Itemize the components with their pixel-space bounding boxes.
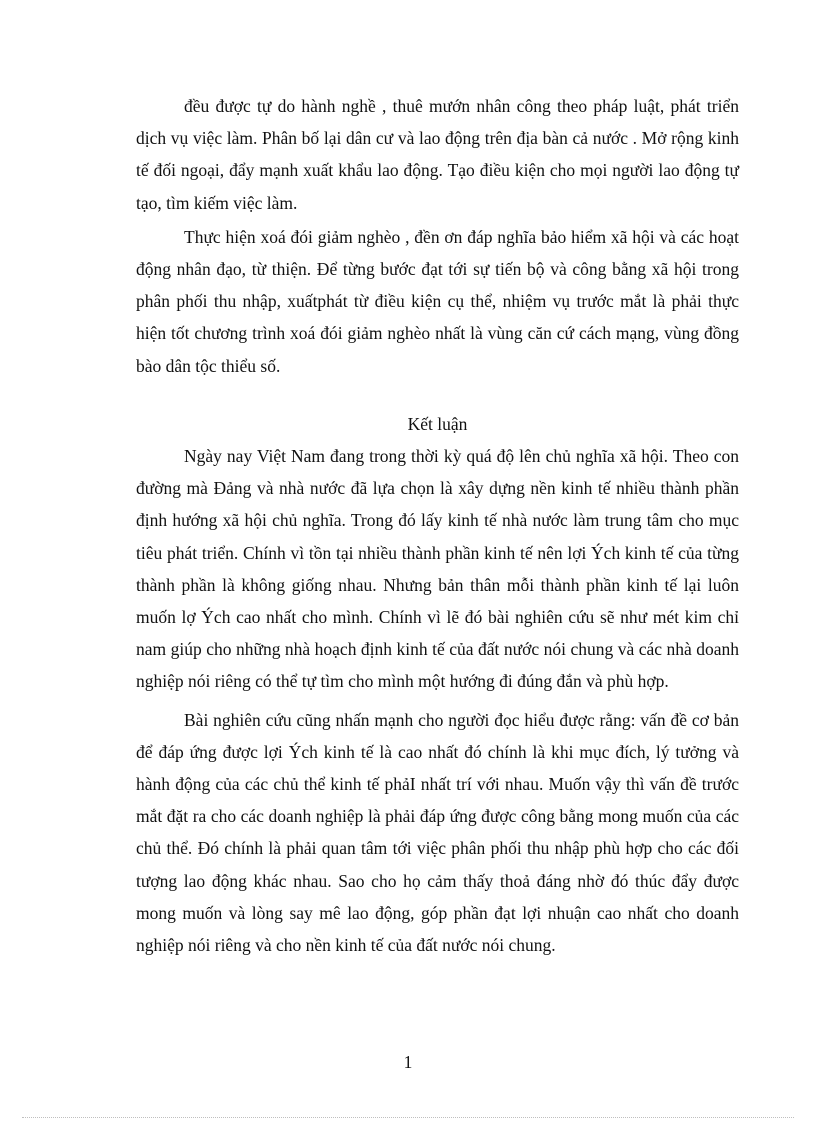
paragraph-conclusion-2: Bài nghiên cứu cũng nhấn mạnh cho người đọc hiểu được rằng: vấn đề cơ bản để đáp ứng được lợi Ých kinh tế là cao nhất đó chính là khi mục đích, lý tưởng và hành động của các chủ thể kinh tế phảI nhất trí với nhau. Muốn vậy thì vấn đề trước mắt đặt ra cho các doanh nghiệp là phải đáp ứng được công bằng mong muốn của các chủ thể. Đó chính là phải quan tâm tới việc phân phối thu nhập phù hợp cho các đối tượng lao động khác nhau. Sao cho họ cảm thấy thoả đáng nhờ đó thúc đẩy được mong muốn và lòng say mê lao động, góp phần đạt lợi nhuận cao nhất cho doanh nghiệp nói riêng và cho nền kinh tế của đất nước nói chung. [136,709,739,956]
document-body [136,90,739,961]
paragraph-continuation: đều được tự do hành nghề , thuê mướn nhân công theo pháp luật, phát triển dịch vụ việc làm. Phân bố lại dân cư và lao động trên địa bàn cả nước . Mở rộng kinh tế đối ngoại, đẩy mạnh xuất khẩu lao động. Tạo điều kiện cho mọi người lao động tự tạo, tìm kiếm việc làm. [136,96,739,213]
page-number: 1 [403,1052,413,1072]
section-heading-conclusion: Kết luận [407,413,468,434]
page-bottom-divider [22,1117,794,1118]
paragraph-conclusion-1: Ngày nay Việt Nam đang trong thời kỳ quá độ lên chủ nghĩa xã hội. Theo con đường mà Đảng và nhà nước đã lựa chọn là xây dựng nền kinh tế nhiều thành phần định hướng xã hội chủ nghĩa. Trong đó lấy kinh tế nhà nước làm trung tâm cho mục tiêu phát triển. Chính vì tồn tại nhiều thành phần kinh tế nên lợi Ých kinh tế của từng thành phần là không giống nhau. Nhưng bản thân mỗi thành phần kinh tế lại luôn muốn lợ Ých cao nhất cho mình. Chính vì lẽ đó bài nghiên cứu sẽ như mét kim chỉ nam giúp cho những nhà hoạch định kinh tế của đất nước nói chung và các nhà doanh nghiệp nói riêng có thể tự tìm cho mình một hướng đi đúng đắn và phù hợp. [136,446,739,692]
paragraph-poverty-reduction: Thực hiện xoá đói giảm nghèo , đền ơn đáp nghĩa bảo hiểm xã hội và các hoạt động nhân đạo, từ thiện. Để từng bước đạt tới sự tiến bộ và công bằng xã hội trong phân phối thu nhập, xuấtphát từ điều kiện cụ thể, nhiệm vụ trước mắt là phải thực hiện tốt chương trình xoá đói giảm nghèo nhất là vùng căn cứ cách mạng, vùng đồng bào dân tộc thiểu số. [136,226,739,376]
